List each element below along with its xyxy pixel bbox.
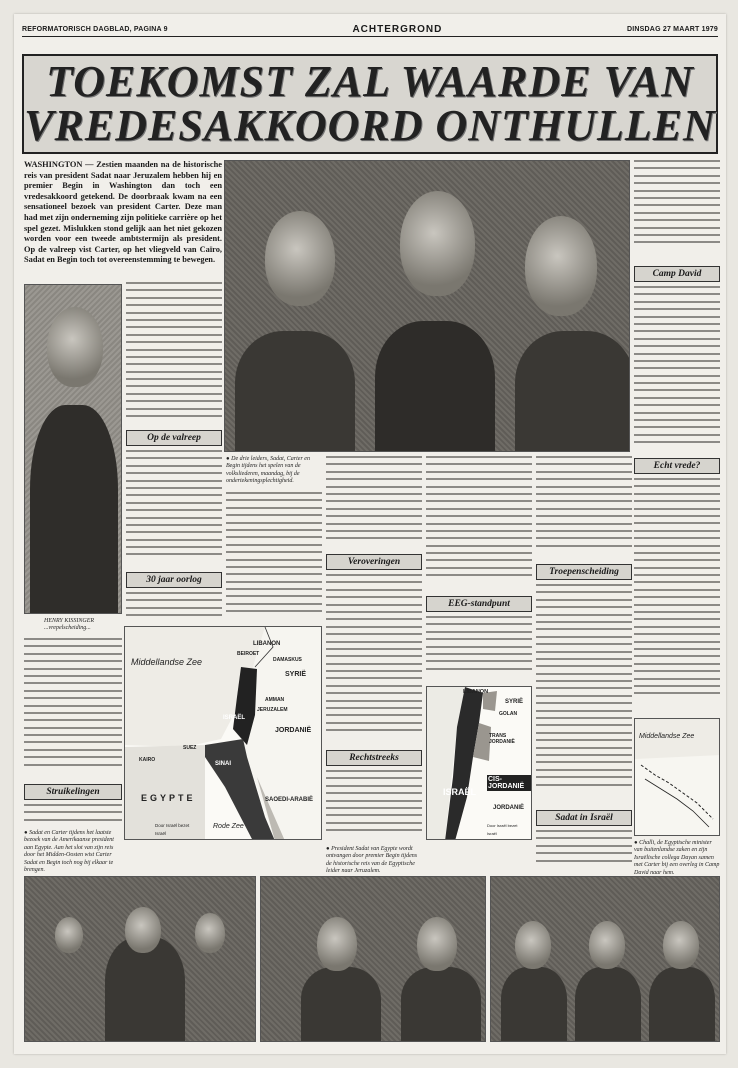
map-label-israel: ISRAËL xyxy=(223,715,246,721)
header-paper-page: REFORMATORISCH DAGBLAD, PAGINA 9 xyxy=(22,25,168,33)
map-small-libanon: LIBANON xyxy=(463,689,489,695)
map-main-sea: Middellandse Zee xyxy=(131,657,203,667)
subhead-op-de-valreep: Op de valreep xyxy=(126,430,222,446)
map-label-rode-zee: Rode Zee xyxy=(213,823,244,830)
subhead-struikelingen: Struikelingen xyxy=(24,784,122,800)
headline-banner xyxy=(22,54,718,154)
article-column-echt-vrede xyxy=(634,478,720,714)
main-photo-caption: ● De drie leiders, Sadat, Carter en Begin tijdens het spelen van de volksliederen, maandag, bij de ondertekeningsplechtigheid. xyxy=(226,456,310,485)
map-label-beiroet: BEIROET xyxy=(237,651,260,657)
sadat-begin-caption: ● President Sadat van Egypte wordt ontvangen door premier Begin tijdens de historische reis van de Egyptische leider naar Jeruzalem. xyxy=(326,846,418,875)
map-sinai xyxy=(634,718,720,836)
page-header xyxy=(22,22,718,36)
map-label-syrie: SYRIË xyxy=(285,671,307,678)
carter-sadat-caption: ● Sadat en Carter tijdens het laatste bezoek van de Amerikaanse president aan Egypte. Aan het slot van zijn reis door het Midden-Oosten wist Carter Sadat en Begin toch nog bij elkaar te brengen. xyxy=(24,830,114,874)
main-photo-three-leaders xyxy=(224,160,630,452)
article-column-rechtstreeks xyxy=(326,770,422,842)
kissinger-caption: HENRY KISSINGER ...vrepelscheiding... xyxy=(44,618,95,632)
article-column-eeg xyxy=(426,616,532,680)
map-small-jordanie: JORDANIË xyxy=(493,805,525,811)
map-small-israel: ISRAËL xyxy=(443,787,477,797)
map-label-suez: SUEZ xyxy=(183,745,197,751)
map-label-jeruzalem: JERUZALEM xyxy=(257,707,288,713)
map-label-amman: AMMAN xyxy=(265,697,285,703)
map-label-kairo: KAIRO xyxy=(139,757,156,763)
article-column-5 xyxy=(426,456,532,592)
map-small-cis-jordanie: CIS-JORDANIË xyxy=(487,775,531,791)
headline-line-1: TOEKOMST ZAL WAARDE VAN xyxy=(46,57,694,106)
header-date: DINSDAG 27 MAART 1979 xyxy=(627,25,718,33)
lead-paragraph: WASHINGTON — Zestien maanden na de historische reis van president Sadat naar Jeruzalem hebben hij en premier Begin in Washington dan toch een vredesakkoord getekend. De doorbraak kwam na een sensationeel bezoek van president Carter. Deze man had met zijn onderneming zijn politieke carrière op het spel gezet. Mislukken stond gelijk aan het niet gekozen worden voor een tweede ambtstermijn als president. Op de valreep vist Carter, op het vliegveld van Caïro, Sadat en Begin toch tot overeenstemming te bewegen. xyxy=(24,160,222,265)
article-column-sadat-israel xyxy=(536,830,632,870)
map-label-egypte: EGYPTE xyxy=(141,793,196,803)
map-small-syrie: SYRIË xyxy=(505,699,524,705)
map-middle-east xyxy=(124,626,322,840)
subhead-echt-vrede: Echt vrede? xyxy=(634,458,720,474)
article-column-struikelingen xyxy=(24,804,122,826)
newspaper-page xyxy=(14,14,726,1054)
article-column-troepen xyxy=(536,584,632,804)
map-small-legend-bezet: Door Israël bezet xyxy=(487,823,518,828)
map-israel-small xyxy=(426,686,532,840)
article-column-2-top xyxy=(126,282,222,424)
subhead-sadat-in-israel: Sadat in Israël xyxy=(536,810,632,826)
article-column-veroveringen xyxy=(326,574,422,746)
photo-challi-dayan-carter-bottom-right xyxy=(490,876,720,1042)
map-label-sinai: SINAI xyxy=(215,761,232,767)
subhead-veroveringen: Veroveringen xyxy=(326,554,422,570)
subhead-rechtstreeks: Rechtstreeks xyxy=(326,750,422,766)
challi-caption: ● Challi, de Egyptische minister van buitenlandse zaken en zijn Israëlische collega Dayan samen met Carter bij een overleg in Camp David naar hem. xyxy=(634,840,720,876)
photo-crowd-bottom-left xyxy=(24,876,256,1042)
map-small-legend-israel: Israël xyxy=(487,831,497,836)
map-main-legend-israel: Israël xyxy=(155,831,167,836)
subhead-troepenscheiding: Troepenscheiding xyxy=(536,564,632,580)
article-column-6 xyxy=(536,456,632,560)
article-column-3 xyxy=(226,492,322,626)
map-label-damaskus: DAMASKUS xyxy=(273,657,302,663)
header-rule xyxy=(22,36,718,37)
map-small-golan: GOLAN xyxy=(499,711,518,717)
headline-line-2: VREDESAKKOORD ONTHULLEN xyxy=(24,101,716,150)
map-label-libanon: LIBANON xyxy=(253,641,281,647)
kissinger-photo xyxy=(24,284,122,614)
subhead-eeg-standpunt: EEG-standpunt xyxy=(426,596,532,612)
subhead-30-jaar-oorlog: 30 jaar oorlog xyxy=(126,572,222,588)
map-main-legend-bezet: Door Israël bezet xyxy=(155,823,190,828)
header-section: ACHTERGROND xyxy=(352,23,443,35)
article-column-1-bottom xyxy=(24,638,122,778)
map-label-jordanie: JORDANIË xyxy=(275,727,312,734)
map-sinai-sea: Middellandse Zee xyxy=(639,733,695,740)
article-column-camp-david xyxy=(634,286,720,454)
article-column-oorlog xyxy=(126,592,222,622)
map-label-saoedi: SAOEDI-ARABIË xyxy=(265,797,314,803)
photo-sadat-begin-bottom-middle xyxy=(260,876,486,1042)
article-column-right-top xyxy=(634,160,720,260)
subhead-camp-david: Camp David xyxy=(634,266,720,282)
article-column-valreep xyxy=(126,450,222,566)
article-column-4 xyxy=(326,456,422,550)
map-small-trans-jordanie: TRANS JORDANIË xyxy=(489,733,515,745)
